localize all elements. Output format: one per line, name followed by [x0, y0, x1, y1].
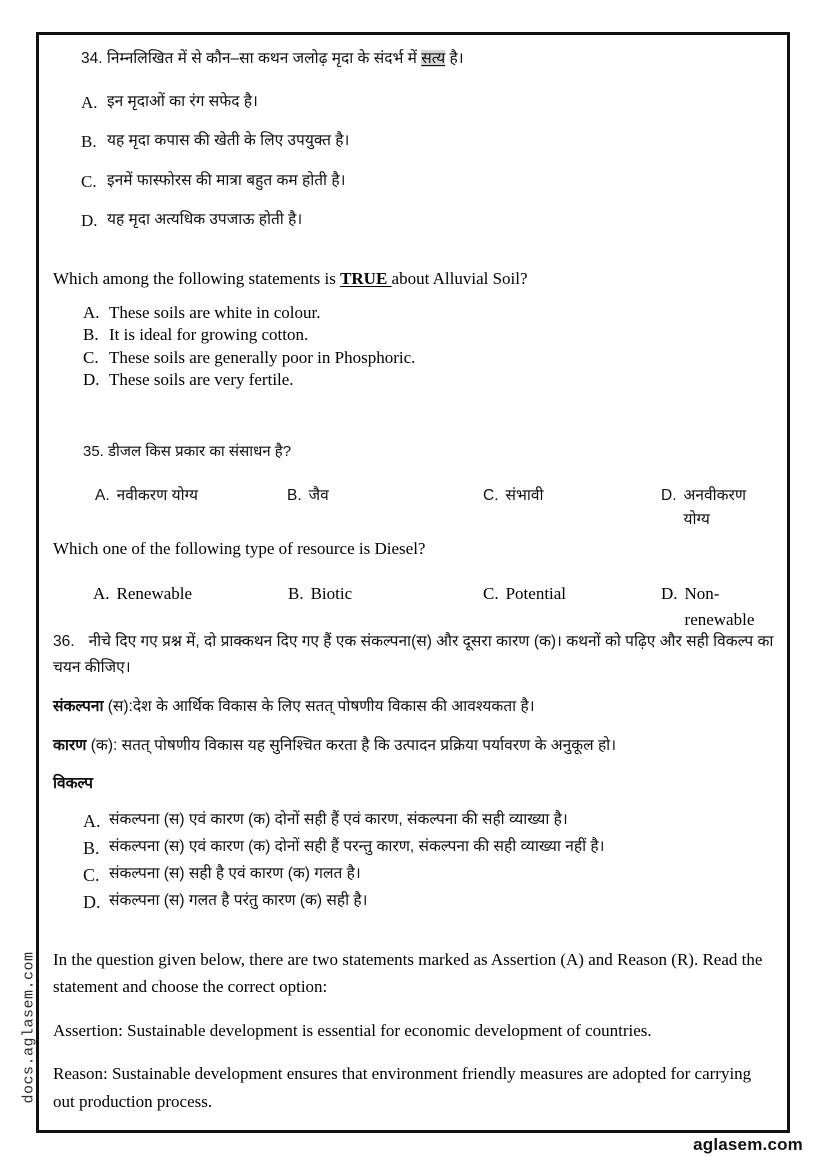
question-34-english-option-d[interactable] — [83, 369, 775, 391]
option-text: संकल्पना (स) सही है एवं कारण (क) गलत है। — [109, 864, 361, 882]
option-text: It is ideal for growing cotton. — [109, 325, 309, 345]
question-36-hindi-option-c[interactable] — [83, 862, 775, 889]
question-34-hindi-stem-prefix: 34. निम्नलिखित में से कौन–सा कथन जलोढ़ मृदा के संदर्भ में — [81, 50, 422, 67]
question-36-assertion — [53, 694, 775, 719]
question-34-hindi-stem-highlight: सत्य — [421, 50, 446, 67]
question-35-hindi-options — [53, 484, 775, 530]
option-label: A. — [83, 810, 101, 831]
spacer — [53, 680, 775, 694]
question-35-hindi — [53, 440, 775, 530]
option-label: A. — [83, 302, 100, 322]
question-36-hindi — [53, 629, 775, 915]
option-text: These soils are generally poor in Phosphoric. — [109, 347, 416, 367]
option-text: जैव — [308, 486, 329, 504]
question-35-hindi-option-c[interactable] — [483, 484, 544, 508]
option-label: D. — [83, 370, 100, 390]
question-35-english-option-b[interactable] — [288, 581, 352, 607]
spacer — [53, 392, 775, 440]
option-label: A. — [81, 93, 98, 113]
spacer — [53, 463, 775, 484]
question-34-hindi-option-d[interactable] — [53, 208, 775, 234]
spacer — [53, 1044, 775, 1060]
spacer — [53, 116, 775, 129]
question-36-english-assertion: Assertion: Sustainable development is essential for economic development of countries. — [53, 1020, 652, 1040]
option-text: These soils are very fertile. — [109, 370, 294, 390]
question-36-english-reason: Reason: Sustainable development ensures that environment friendly measures are adopted for carrying out production process. — [53, 1064, 752, 1111]
option-text: संभावी — [505, 486, 544, 504]
option-label: C. — [483, 584, 499, 604]
option-label: D. — [661, 584, 678, 604]
option-text: संकल्पना (स) गलत है परंतु कारण (क) सही है। — [109, 891, 368, 909]
question-35-english-options — [53, 581, 775, 627]
spacer — [53, 796, 775, 808]
question-36-reason — [53, 733, 775, 758]
page-border-frame — [36, 32, 790, 1133]
option-label: A. — [93, 584, 110, 604]
question-35-english-option-d[interactable] — [661, 581, 775, 632]
question-34-hindi-option-a[interactable] — [53, 90, 775, 116]
option-text: संकल्पना (स) एवं कारण (क) दोनों सही हैं एवं कारण, संकल्पना की सही व्याख्या है। — [109, 810, 568, 828]
question-36-number: 36. — [53, 633, 75, 651]
option-label: B. — [81, 132, 97, 152]
option-label: B. — [83, 325, 99, 345]
question-36-hindi-option-d[interactable] — [83, 889, 775, 916]
question-34-english — [53, 266, 775, 391]
assertion-label: संकल्पना — [53, 697, 104, 715]
option-label: D. — [83, 891, 101, 912]
spacer — [53, 156, 775, 169]
question-36-hindi-stem-text: नीचे दिए गए प्रश्न में, दो प्राक्कथन दिए गए हैं एक संकल्पना(स) और दूसरा कारण (क)। कथनों को पढ़िए और सही विकल्प का चयन कीजिए। — [53, 633, 774, 676]
question-34-english-stem-prefix: Which among the following statements is — [53, 269, 341, 289]
spacer — [53, 195, 775, 208]
option-text: नवीकरण योग्य — [116, 486, 198, 504]
question-36-options-heading: विकल्प — [53, 774, 93, 792]
question-34-hindi-stem-suffix: है। — [445, 50, 464, 67]
question-36-english-stem: In the question given below, there are two statements marked as Assertion (A) and Reason (R). Read the statement and choose the correct option: — [53, 949, 763, 997]
question-34-english-stem-suffix: about Alluvial Soil? — [391, 269, 528, 289]
question-35-english-option-a[interactable] — [93, 581, 192, 607]
option-label: C. — [81, 171, 97, 191]
question-34-english-options — [53, 302, 775, 392]
option-text: Biotic — [310, 584, 353, 604]
spacer — [53, 758, 775, 772]
spacer — [53, 719, 775, 733]
question-36-hindi-option-b[interactable] — [83, 835, 775, 862]
option-text: इन मृदाओं का रंग सफेद है। — [107, 93, 258, 111]
question-34-english-stem-emphasis: TRUE — [340, 269, 392, 289]
question-34-hindi-option-b[interactable] — [53, 129, 775, 155]
option-label: D. — [81, 211, 98, 231]
option-label: B. — [288, 584, 304, 604]
question-36-english — [53, 946, 775, 1116]
reason-label: कारण — [53, 736, 87, 754]
option-text: Renewable — [116, 584, 193, 604]
option-text: इनमें फास्फोरस की मात्रा बहुत कम होती है। — [107, 171, 346, 189]
option-text: Non-renewable — [684, 584, 755, 629]
spacer — [53, 916, 775, 946]
question-34-english-option-c[interactable] — [83, 347, 775, 369]
question-35-hindi-stem: 35. डीजल किस प्रकार का संसाधन है? — [83, 442, 292, 460]
spacer — [53, 1001, 775, 1017]
footer-brand-aglasem: aglasem.com — [693, 1135, 803, 1154]
assertion-text: (स):देश के आर्थिक विकास के लिए सतत् पोषणीय विकास की आवश्यकता है। — [103, 697, 535, 715]
question-36-hindi-option-a[interactable] — [83, 808, 775, 835]
spacer — [53, 77, 775, 90]
option-text: संकल्पना (स) एवं कारण (क) दोनों सही हैं परन्तु कारण, संकल्पना की सही व्याख्या नहीं है। — [109, 837, 605, 855]
page-content — [53, 47, 775, 1116]
question-34-english-stem — [53, 266, 775, 292]
option-text: These soils are white in colour. — [109, 302, 321, 322]
question-35-english-stem: Which one of the following type of resource is Diesel? — [53, 538, 426, 558]
option-text: यह मृदा अत्यधिक उपजाऊ होती है। — [107, 211, 303, 229]
option-label: B. — [83, 837, 100, 858]
question-35-hindi-option-b[interactable] — [287, 484, 329, 508]
option-label: C. — [483, 486, 499, 504]
question-36-hindi-stem — [53, 629, 775, 679]
question-34-hindi-option-c[interactable] — [53, 169, 775, 195]
option-label: D. — [661, 486, 677, 504]
option-text: अनवीकरण योग्य — [683, 486, 747, 528]
reason-text: (क): सतत् पोषणीय विकास यह सुनिश्चित करता है कि उत्पादन प्रक्रिया पर्यावरण के अनुकूल हो। — [86, 736, 617, 754]
side-watermark-docs-aglasem: docs.aglasem.com — [20, 951, 38, 1104]
question-35-english — [53, 536, 775, 628]
spacer — [53, 234, 775, 266]
question-34-hindi — [53, 47, 775, 234]
question-35-hindi-option-a[interactable] — [95, 484, 198, 508]
option-text: Potential — [505, 584, 567, 604]
question-35-english-option-c[interactable] — [483, 581, 566, 607]
question-36-hindi-options — [53, 808, 775, 916]
question-34-english-option-a[interactable] — [83, 302, 775, 324]
question-34-hindi-stem — [53, 47, 775, 71]
spacer — [53, 561, 775, 581]
option-text: यह मृदा कपास की खेती के लिए उपयुक्त है। — [107, 132, 350, 150]
option-label: A. — [95, 486, 110, 504]
question-34-english-option-b[interactable] — [83, 324, 775, 346]
option-label: C. — [83, 347, 99, 367]
option-label: B. — [287, 486, 302, 504]
option-label: C. — [83, 864, 100, 885]
question-35-hindi-option-d[interactable] — [661, 484, 775, 532]
